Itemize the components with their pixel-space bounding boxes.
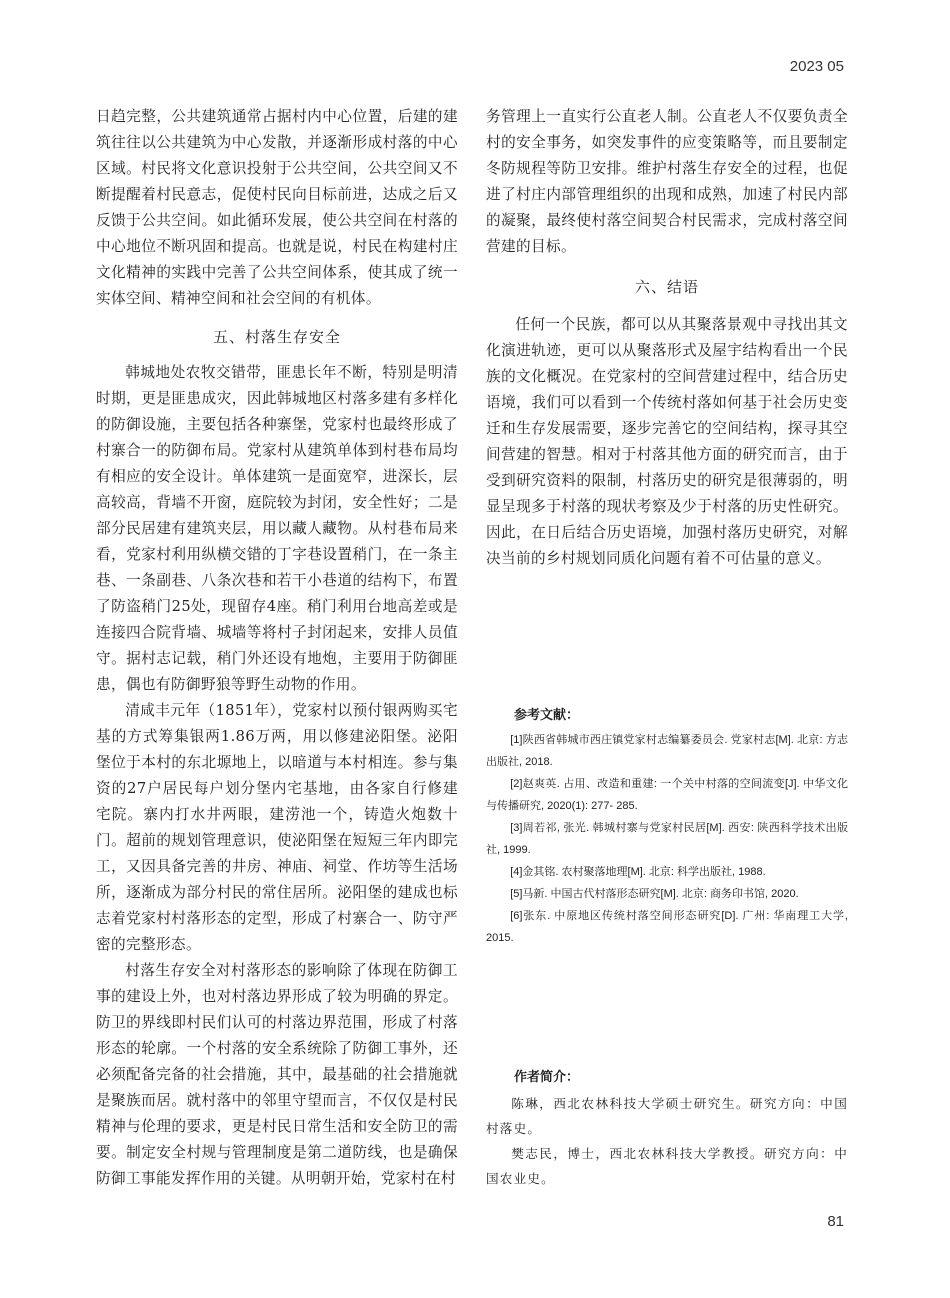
- paragraph: 任何一个民族，都可以从其聚落景观中寻找出其文化演进轨迹，更可以从聚落形式及屋宇结构看出一个民族的文化概况。在党家村的空间营建过程中，结合历史语境，我们可以看到一个传统村落如何基于社会历史变迁和生存发展需要，逐步完善它的空间结构，探寻其空间营建的智慧。相对于村落其他方面的研究而言，由于受到研究资料的限制，村落历史的研究是很薄弱的，明显呈现多于村落的现状考察及少于村落的历史性研究。因此，在日后结合历史语境，加强村落历史研究，对解决当前的乡村规划同质化问题有着不可估量的意义。: [486, 316, 848, 567]
- references-title: 参考文献：: [514, 707, 580, 722]
- paragraph: 清咸丰元年（1851年），党家村以预付银两购买宅基的方式筹集银两1.86万两，用以修建泌阳堡。泌阳堡位于本村的东北塬地上，以暗道与本村相连。参与集资的27户居民每户划分堡内宅基地，由各家自行修建宅院。寨内打水井两眼，建涝池一个，铸造火炮数十门。超前的规划管理意识，使泌阳堡在短短三年内即完工，又因具备完善的井房、神庙、祠堂、作坊等生活场所，逐渐成为部分村民的常住居所。泌阳堡的建成也标志着党家村村落形态的定型，形成了村寨合一、防守严密的完整形态。: [96, 702, 458, 953]
- references-list: [486, 729, 848, 949]
- author-bio: 陈琳，西北农林科技大学硕士研究生。研究方向：中国村落史。: [486, 1096, 848, 1136]
- paragraph: 务管理上一直实行公直老人制。公直老人不仅要负责全村的安全事务，如突发事件的应变策略等，而且要制定冬防规程等防卫安排。维护村落生存安全的过程，也促进了村庄内部管理组织的出现和成熟，加速了村民内部的凝聚，最终使村落空间契合村民需求，完成村落空间营建的目标。: [486, 108, 848, 255]
- author-section: [486, 1066, 848, 1191]
- left-column: [96, 104, 458, 1192]
- paragraph: 韩城地处农牧交错带，匪患长年不断，特别是明清时期，更是匪患成灾，因此韩城地区村落多建有多样化的防御设施，主要包括各种寨堡，党家村也最终形成了村寨合一的防御布局。党家村从建筑单体到村巷布局均有相应的安全设计。单体建筑一是面宽窄，进深长，层高较高，背墙不开窗，庭院较为封闭，安全性好；二是部分民居建有建筑夹层，用以藏人藏物。从村巷布局来看，党家村利用纵横交错的丁字巷设置稍门，在一条主巷、一条副巷、八条次巷和若干小巷道的结构下，布置了防盗稍门25处，现留存4座。稍门利用台地高差或是连接四合院背墙、城墙等将村子封闭起来，安排人员值守。据村志记载，稍门外还设有地炮，主要用于防御匪患，偶也有防御野狼等野生动物的作用。: [96, 364, 458, 693]
- reference-item: [5]马新. 中国古代村落形态研究[M]. 北京: 商务印书馆, 2020.: [510, 888, 799, 900]
- paragraph: 日趋完整，公共建筑通常占据村内中心位置，后建的建筑往往以公共建筑为中心发散，并逐渐形成村落的中心区域。村民将文化意识投射于公共空间，公共空间又不断提醒着村民意志，促使村民向目标前进，达成之后又反馈于公共空间。如此循环发展，使公共空间在村落的中心地位不断巩固和提高。也就是说，村民在构建村庄文化精神的实践中完善了公共空间体系，使其成了统一实体空间、精神空间和社会空间的有机体。: [96, 108, 458, 307]
- issue-label: 2023 05: [789, 58, 844, 75]
- author-title: 作者简介：: [514, 1069, 580, 1084]
- reference-item: [4]金其铭. 农村聚落地理[M]. 北京: 科学出版社, 1988.: [510, 866, 766, 878]
- reference-item: [2]赵爽英. 占用、改造和重建: 一个关中村落的空间流变[J]. 中华文化与传播研究, 2020(1): 277- 285.: [486, 778, 848, 812]
- reference-item: [1]陕西省韩城市西庄镇党家村志编纂委员会. 党家村志[M]. 北京: 方志出版社, 2018.: [486, 734, 848, 768]
- section-heading: 五、村落生存安全: [212, 328, 341, 346]
- paragraph: 村落生存安全对村落形态的影响除了体现在防御工事的建设上外，也对村落边界形成了较为明确的界定。防卫的界线即村民们认可的村落边界范围，形成了村落形态的轮廓。一个村落的安全系统除了防御工事外，还必须配备完备的社会措施，其中，最基础的社会措施就是聚族而居。就村落中的邻里守望而言，不仅仅是村民精神与伦理的要求，更是村民日常生活和安全防卫的需要。制定安全村规与管理制度是第二道防线，也是确保防御工事能发挥作用的关键。从明朝开始，党家村在村: [96, 962, 458, 1187]
- page-number: 81: [827, 1213, 844, 1230]
- right-column: [486, 104, 848, 1186]
- reference-item: [6]张东. 中原地区传统村落空间形态研究[D]. 广州: 华南理工大学, 2015.: [486, 910, 848, 944]
- author-bio: 樊志民，博士，西北农林科技大学教授。研究方向：中国农业史。: [486, 1146, 848, 1186]
- reference-item: [3]周若祁, 张光. 韩城村寨与党家村民居[M]. 西安: 陕西科学技术出版社, 1999.: [486, 822, 848, 856]
- section-heading: 六、结语: [634, 278, 699, 296]
- references-section: [486, 704, 848, 949]
